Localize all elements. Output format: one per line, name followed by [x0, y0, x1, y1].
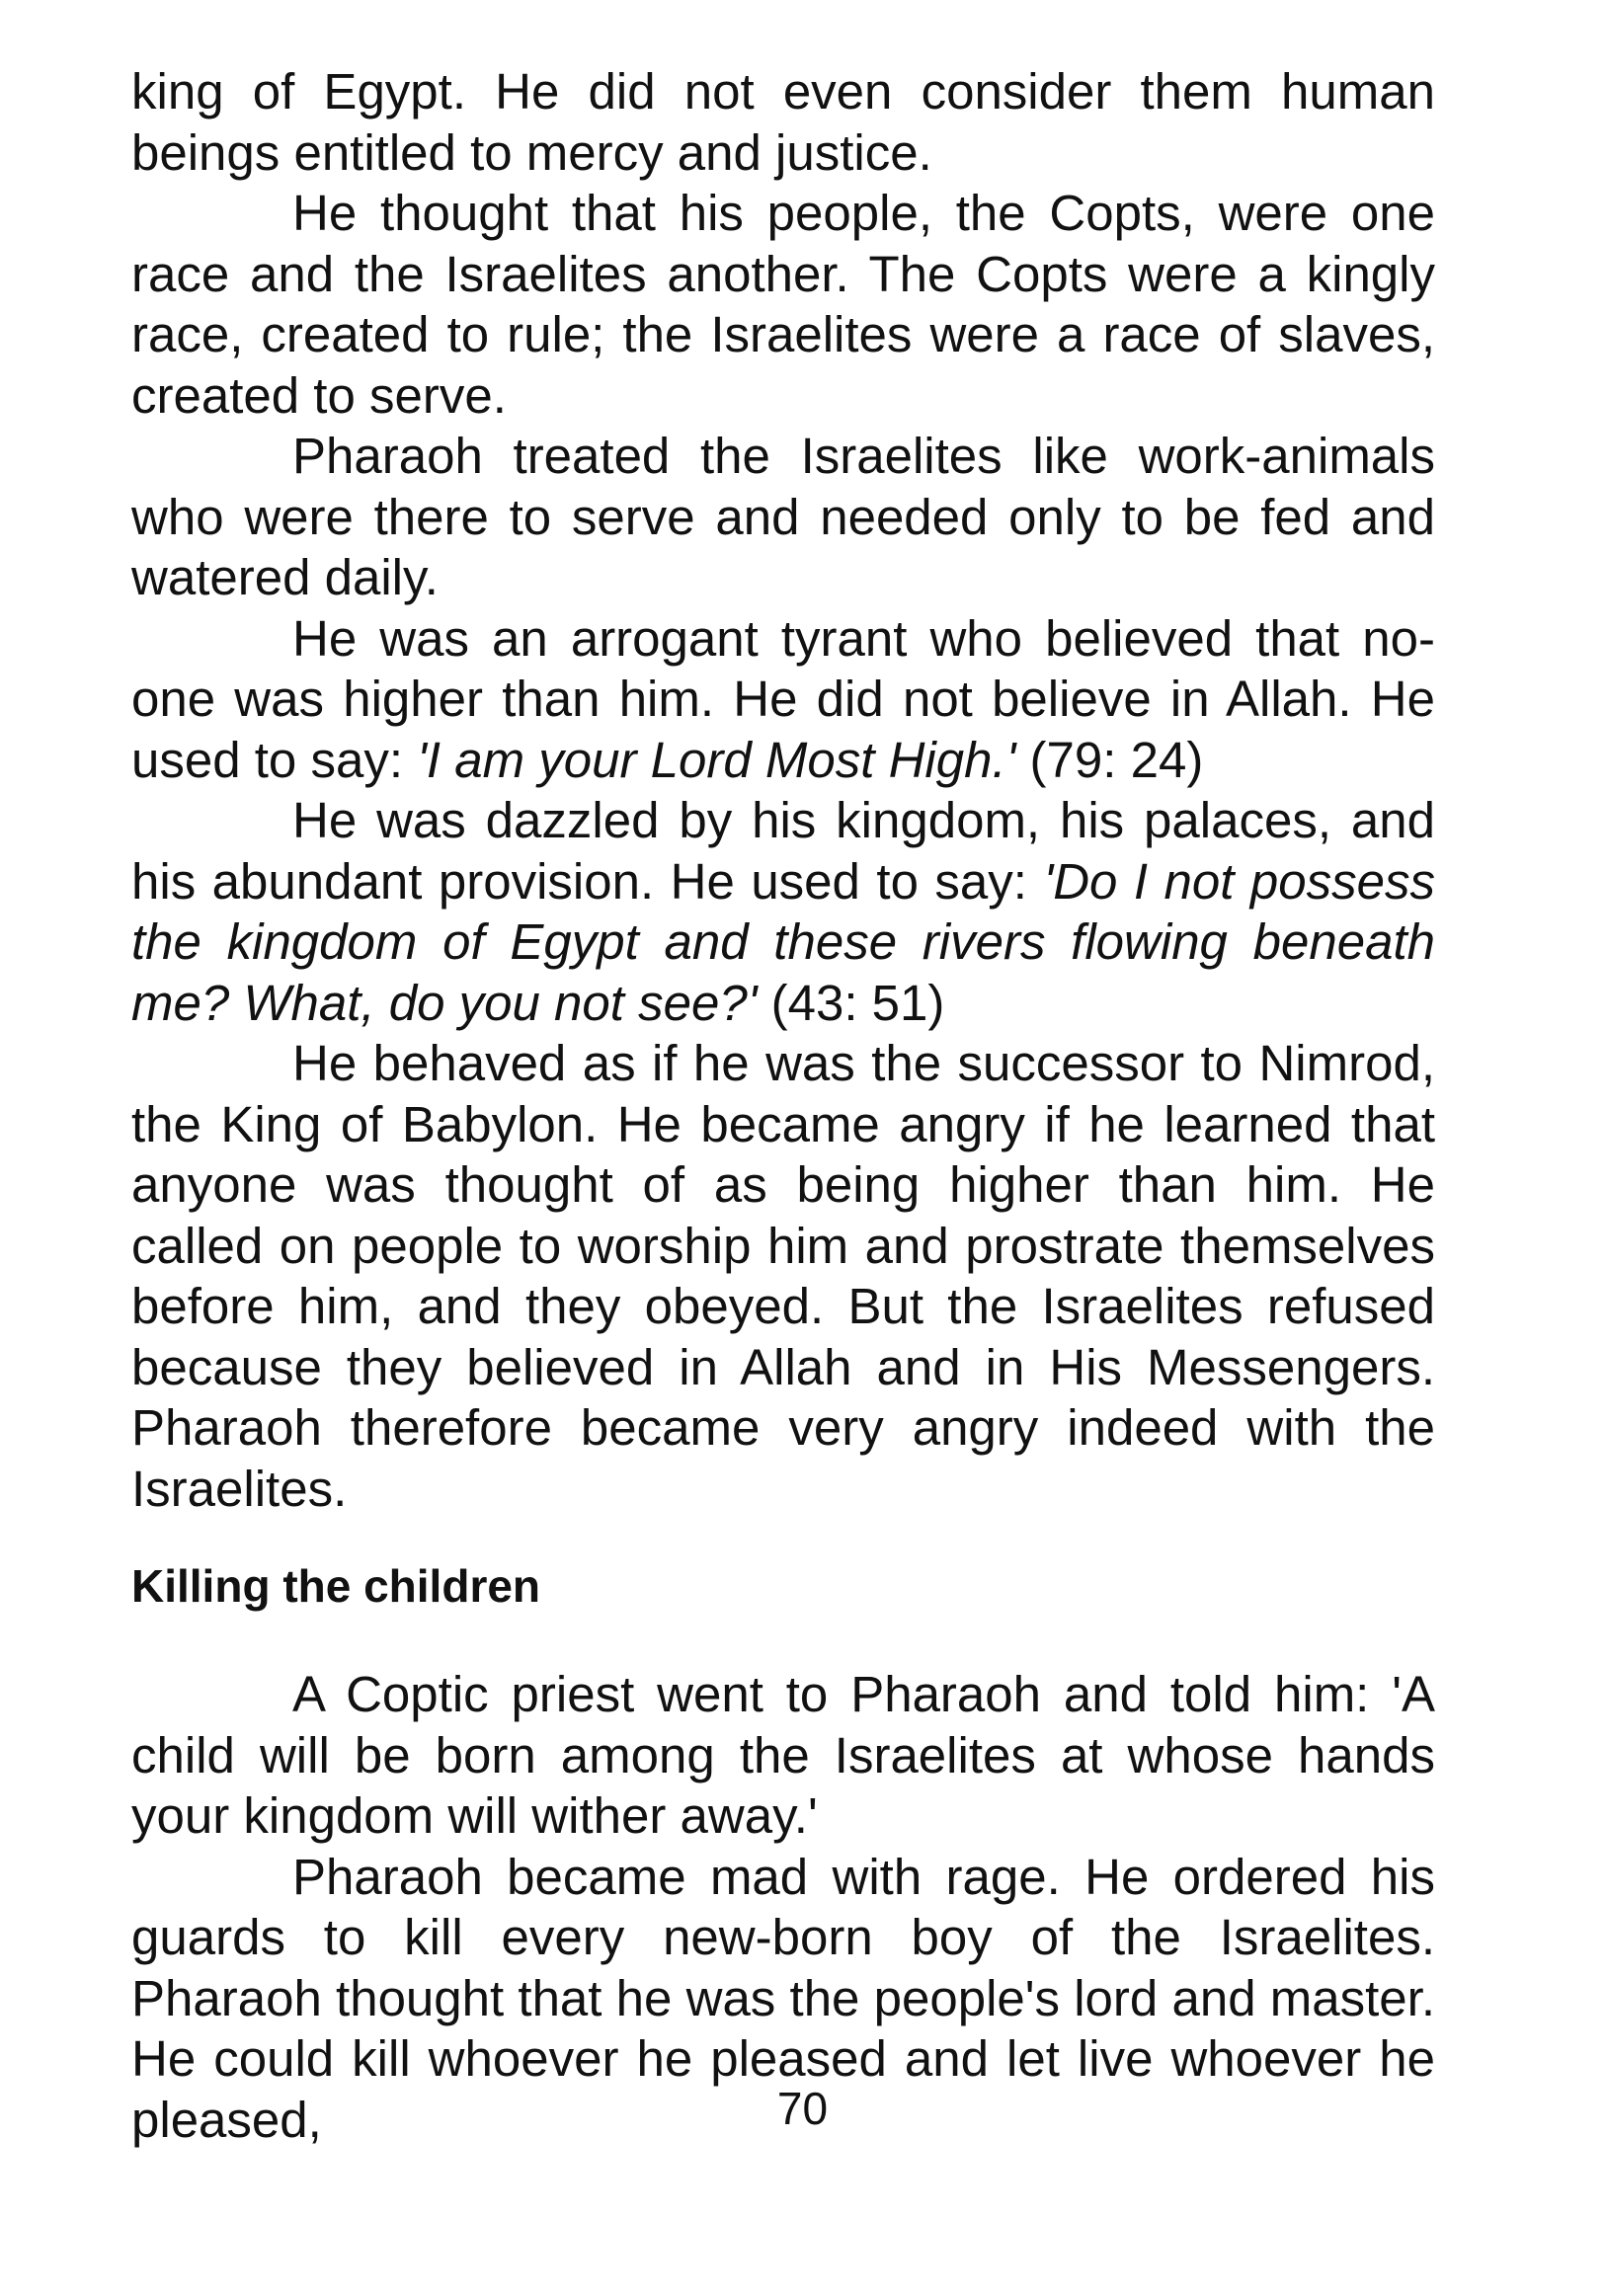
paragraph-nimrod: He behaved as if he was the successor to Nimrod, the King of Babylon. He became angry if he learned that anyone was thought of as being higher than him. He called on people to worship him and prostrate themselves before him, and they obeyed. But the Israelites refused because they believed in Allah and in His Messengers. Pharaoh therefore became very angry indeed with the Israelites. [131, 1035, 1435, 1517]
section-heading: Killing the children [131, 1560, 541, 1612]
paragraph-copts: He thought that his people, the Copts, were one race and the Israelites another. The Copts were a kingly race, created to rule; the Israelites were a race of slaves, created to serve. [131, 185, 1435, 424]
body-text-section-1 [131, 61, 1435, 1519]
paragraph-coptic-priest: A Coptic priest went to Pharaoh and told him: 'A child will be born among the Israelites at whose hands your kingdom will wither away.' [131, 1666, 1435, 1844]
paragraph-dazzled [131, 790, 1435, 1033]
quran-quote: 'Do I not possess the kingdom of Egypt and these rivers flowing beneath me? What, do you not see?' [131, 852, 1436, 1031]
page-number: 70 [776, 2083, 829, 2134]
paragraph-text: He was an arrogant tyrant who believed that no-one was higher than him. He did not believe in Allah. He used to say: [131, 609, 1435, 788]
quran-reference: (43: 51) [757, 974, 945, 1031]
body-text-section-2 [131, 1664, 1435, 2150]
quran-reference: (79: 24) [1015, 731, 1204, 788]
paragraph-work-animals: Pharaoh treated the Israelites like work-animals who were there to serve and needed only to be fed and watered daily. [131, 428, 1435, 605]
paragraph-arrogant-tyrant [131, 608, 1435, 791]
quran-quote: 'I am your Lord Most High.' [417, 731, 1016, 788]
paragraph-text: He was dazzled by his kingdom, his palaces, and his abundant provision. He used to say: [131, 792, 1435, 910]
paragraph-pharaoh-rage: Pharaoh became mad with rage. He ordered his guards to kill every new-born boy of the Israelites. Pharaoh thought that he was the people's lord and master. He could kill whoever he pleased and let live whoever he pleased, [131, 1848, 1435, 2148]
paragraph-continuation: king of Egypt. He did not even consider them human beings entitled to mercy and justice. [131, 63, 1435, 181]
